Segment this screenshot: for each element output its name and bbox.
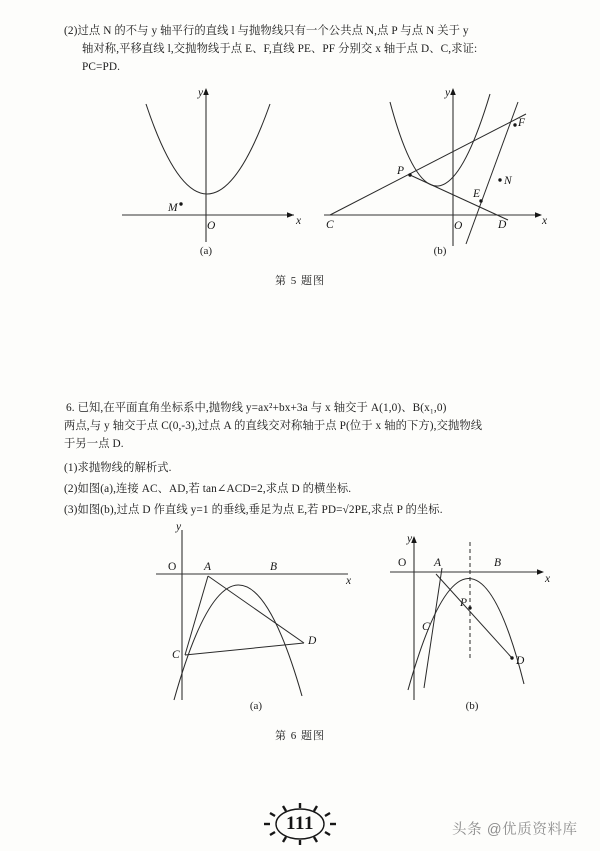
figure6a-label-D: D (308, 635, 317, 647)
problem5-figure-a (118, 84, 308, 249)
figure5b-label-C: C (326, 219, 334, 231)
figure6a-caption: (a) (249, 700, 263, 712)
problem5-stem-line-3: PC=PD. (82, 61, 121, 73)
figure5b-label-F: F (518, 117, 526, 129)
problem6-figure-b (382, 528, 562, 708)
figure6b-label-y: y (407, 533, 413, 545)
figure6a-label-B: B (270, 561, 278, 573)
problem5-stem-line-2: 轴对称,平移直线 l,交抛物线于点 E、F,直线 PE、PF 分别交 x 轴于点 D、C,求证: (82, 43, 478, 55)
figure6a-label-y: y (176, 521, 182, 533)
figure6b-label-P: P (460, 597, 468, 609)
figure5a-label-O: O (207, 220, 216, 232)
problem5-caption: 第 5 题图 (275, 275, 325, 287)
problem5-figure-b (318, 84, 556, 249)
figure5a-caption: (a) (199, 245, 213, 257)
problem6-stem-line-2: 两点,与 y 轴交于点 C(0,-3),过点 A 的直线交对称轴于点 P(位于 x 轴的下方),交抛物线 (64, 420, 483, 432)
problem6-part-1: (1)求抛物线的解析式. (64, 462, 172, 474)
figure5b-label-y: y (445, 87, 451, 99)
problem6-figure-a (152, 521, 352, 708)
problem5-stem-line-1: (2)过点 N 的不与 y 轴平行的直线 l 与抛物线只有一个公共点 N,点 P 与点 N 关于 y (64, 25, 469, 37)
figure5b-label-D: D (498, 219, 507, 231)
figure5a-label-M: M (168, 202, 178, 214)
figure5b-label-O: O (454, 220, 463, 232)
figure6b-label-C: C (422, 621, 430, 633)
page-number-badge (252, 798, 348, 850)
figure5b-caption: (b) (433, 245, 447, 257)
figure6a-label-C: C (172, 649, 180, 661)
watermark-text: 头条 @优质资料库 (452, 822, 578, 838)
page-number: 111 (286, 813, 314, 834)
figure6b-label-O: O (398, 557, 407, 569)
figure6a-label-A: A (204, 561, 212, 573)
problem6-stem-line-1: 6. 已知,在平面直角坐标系中,抛物线 y=ax²+bx+3a 与 x 轴交于 A(1,0)、B(x₁,0) (66, 402, 447, 414)
figure6b-label-B: B (494, 557, 502, 569)
figure6b-caption: (b) (465, 700, 479, 712)
problem6-caption: 第 6 题图 (275, 730, 325, 742)
figure6b-label-D: D (516, 655, 525, 667)
figure5b-label-E: E (473, 188, 481, 200)
figure6a-label-O: O (168, 561, 177, 573)
problem6-part-3: (3)如图(b),过点 D 作直线 y=1 的垂线,垂足为点 E,若 PD=√2PE,求点 P 的坐标. (64, 504, 443, 516)
figure5a-label-x: x (296, 215, 302, 227)
figure5b-label-x: x (542, 215, 548, 227)
figure5a-label-y: y (198, 87, 204, 99)
figure6b-label-x: x (545, 573, 551, 585)
problem6-stem-line-3: 于另一点 D. (64, 438, 124, 450)
figure6a-label-x: x (346, 575, 352, 587)
problem6-part-2: (2)如图(a),连接 AC、AD,若 tan∠ACD=2,求点 D 的横坐标. (64, 483, 352, 495)
figure6b-label-A: A (434, 557, 442, 569)
figure5b-label-N: N (504, 175, 512, 187)
figure5b-label-P: P (397, 165, 405, 177)
